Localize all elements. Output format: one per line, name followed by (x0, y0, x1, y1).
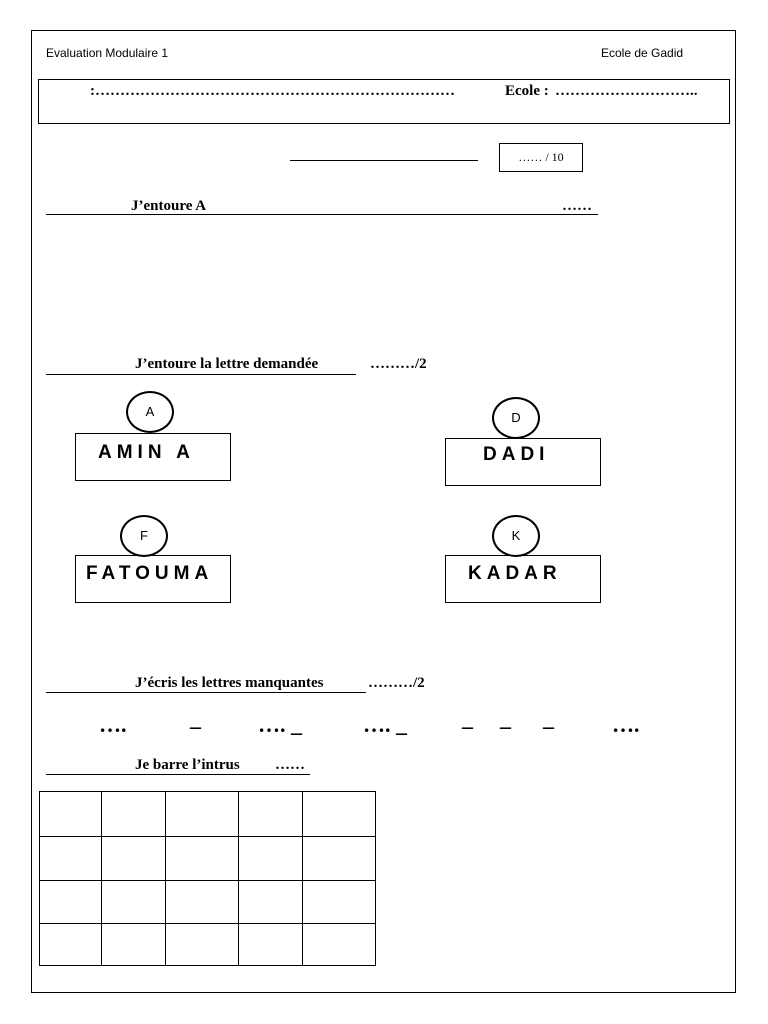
section-2-title: J’entoure la lettre demandée (135, 356, 319, 372)
grid-cell[interactable] (166, 837, 239, 881)
circle-letter-k: K (492, 515, 540, 557)
evaluation-title: Evaluation Modulaire 1 (46, 46, 169, 60)
grid-cell[interactable] (166, 881, 239, 924)
intrus-grid (39, 791, 376, 966)
section-4-underline (46, 774, 310, 775)
grid-cell[interactable] (102, 881, 166, 924)
circle-letter-d: D (492, 397, 540, 439)
section-1-underline (46, 214, 598, 215)
grid-cell[interactable] (40, 837, 102, 881)
word-box-amina (75, 433, 231, 481)
score-box: …… / 10 (499, 143, 583, 172)
section-4-points: …… (275, 757, 305, 773)
missing-slot-3[interactable]: …. _ (258, 712, 302, 737)
grid-cell[interactable] (239, 837, 303, 881)
word-amina: AMIN A (98, 442, 195, 463)
section-1-points: …… (562, 198, 592, 214)
word-box-fatouma (75, 555, 231, 603)
circle-letter-f: F (120, 515, 168, 557)
section-3-points: ………/2 (368, 675, 425, 691)
grid-cell[interactable] (303, 792, 376, 837)
word-fatouma: FATOUMA (86, 563, 214, 584)
section-4-title: Je barre l’intrus (135, 757, 240, 773)
section-2-underline (46, 374, 356, 375)
missing-slot-4[interactable]: …. _ (363, 712, 407, 737)
school-label: Ecole : (505, 83, 549, 99)
grid-cell[interactable] (303, 924, 376, 966)
grid-cell[interactable] (102, 924, 166, 966)
grid-cell[interactable] (239, 924, 303, 966)
word-box-dadi (445, 438, 601, 486)
missing-slot-6[interactable]: _ (500, 706, 511, 731)
school-title: Ecole de Gadid (601, 46, 684, 60)
grid-cell[interactable] (166, 924, 239, 966)
grid-cell[interactable] (40, 924, 102, 966)
name-field-dots[interactable]: :……………………………………………………………… (90, 83, 455, 99)
grid-cell[interactable] (239, 881, 303, 924)
word-kadar: KADAR (468, 563, 562, 584)
grid-cell[interactable] (102, 792, 166, 837)
missing-slot-2[interactable]: _ (190, 706, 201, 731)
missing-slot-1[interactable]: …. (99, 712, 127, 737)
section-3-title: J’écris les lettres manquantes (135, 675, 324, 691)
missing-slot-7[interactable]: _ (543, 706, 554, 731)
word-box-kadar (445, 555, 601, 603)
section-2-points: ………/2 (370, 356, 427, 372)
missing-slot-8[interactable]: …. (612, 712, 640, 737)
grid-cell[interactable] (40, 792, 102, 837)
section-3-underline (46, 692, 366, 693)
score-line (290, 160, 478, 161)
grid-cell[interactable] (40, 881, 102, 924)
circle-letter-a: A (126, 391, 174, 433)
grid-cell[interactable] (239, 792, 303, 837)
grid-cell[interactable] (303, 837, 376, 881)
school-field-dots[interactable]: ……………………….. (555, 83, 698, 99)
grid-cell[interactable] (102, 837, 166, 881)
word-dadi: DADI (483, 444, 550, 465)
section-1-title: J’entoure A (131, 198, 207, 214)
missing-slot-5[interactable]: _ (462, 706, 473, 731)
grid-cell[interactable] (166, 792, 239, 837)
grid-cell[interactable] (303, 881, 376, 924)
